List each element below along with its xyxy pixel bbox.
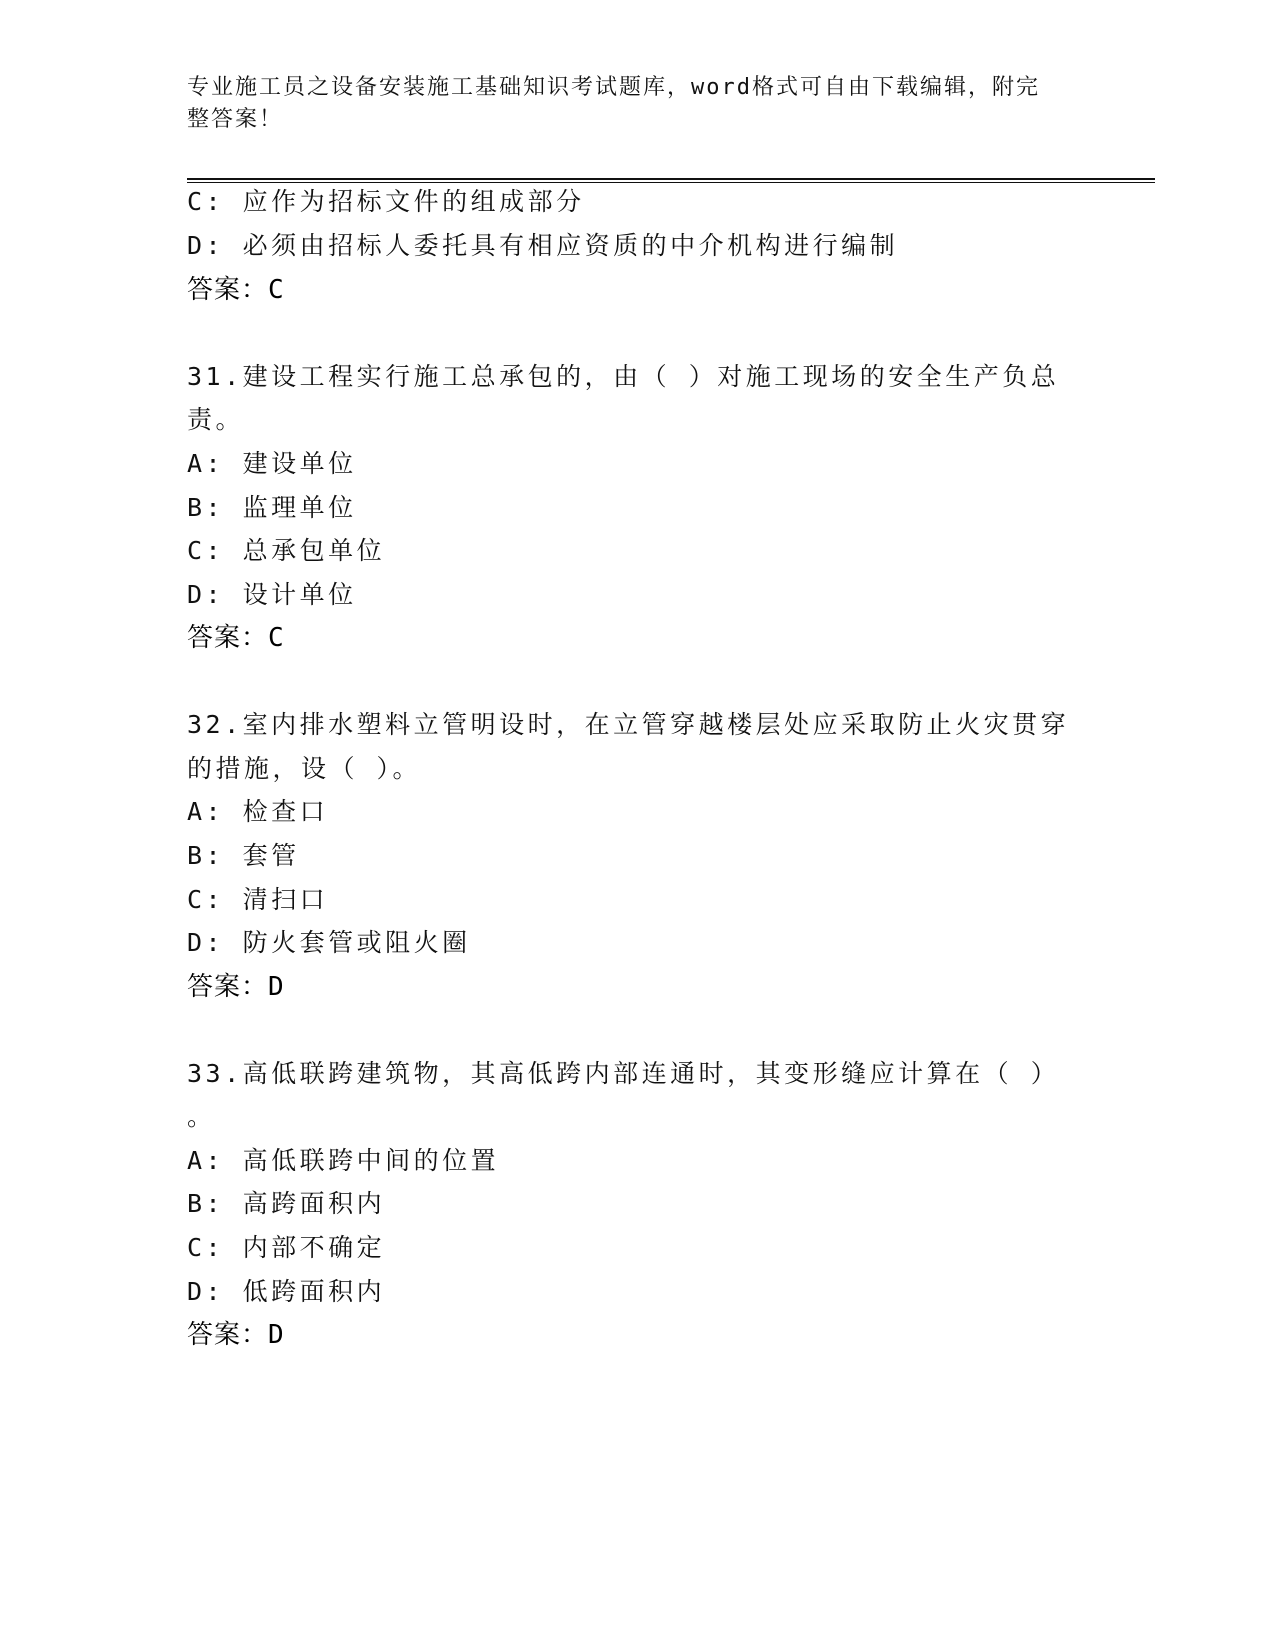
- header-line-2: 整答案！: [187, 107, 284, 132]
- header-divider: [187, 178, 1155, 183]
- question-31-option-d: D: 设计单位: [187, 580, 357, 609]
- question-31-option-c: C: 总承包单位: [187, 536, 386, 565]
- question-32-option-b: B: 套管: [187, 841, 300, 870]
- question-33-option-a: A: 高低联跨中间的位置: [187, 1146, 500, 1175]
- question-33-stem-2: 。: [187, 1102, 216, 1131]
- question-31-stem-2: 责。: [187, 405, 245, 434]
- prev-option-c: C: 应作为招标文件的组成部分: [187, 187, 585, 216]
- question-32-answer: 答案：D: [187, 972, 285, 1002]
- question-33-stem-1: 33.高低联跨建筑物，其高低跨内部连通时，其变形缝应计算在（ ）: [187, 1059, 1060, 1088]
- question-32-option-c: C: 清扫口: [187, 885, 329, 914]
- question-33-answer: 答案：D: [187, 1320, 285, 1350]
- question-32-stem-2: 的措施，设（ ）。: [187, 754, 422, 783]
- prev-option-d: D: 必须由招标人委托具有相应资质的中介机构进行编制: [187, 231, 899, 260]
- header-line-1: 专业施工员之设备安装施工基础知识考试题库，word格式可自由下载编辑，附完: [187, 75, 1040, 100]
- question-32-option-a: A: 检查口: [187, 797, 329, 826]
- question-33-option-b: B: 高跨面积内: [187, 1189, 386, 1218]
- question-31-answer: 答案：C: [187, 623, 285, 653]
- question-33-option-d: D: 低跨面积内: [187, 1277, 386, 1306]
- question-31-stem-1: 31.建设工程实行施工总承包的，由（ ）对施工现场的安全生产负总: [187, 362, 1060, 391]
- prev-answer: 答案：C: [187, 275, 285, 305]
- question-33-option-c: C: 内部不确定: [187, 1233, 386, 1262]
- question-31-option-b: B: 监理单位: [187, 493, 357, 522]
- question-32-option-d: D: 防火套管或阻火圈: [187, 928, 471, 957]
- question-31-option-a: A: 建设单位: [187, 449, 357, 478]
- page-header: [187, 72, 1067, 136]
- question-32-stem-1: 32.室内排水塑料立管明设时，在立管穿越楼层处应采取防止火灾贯穿: [187, 710, 1070, 739]
